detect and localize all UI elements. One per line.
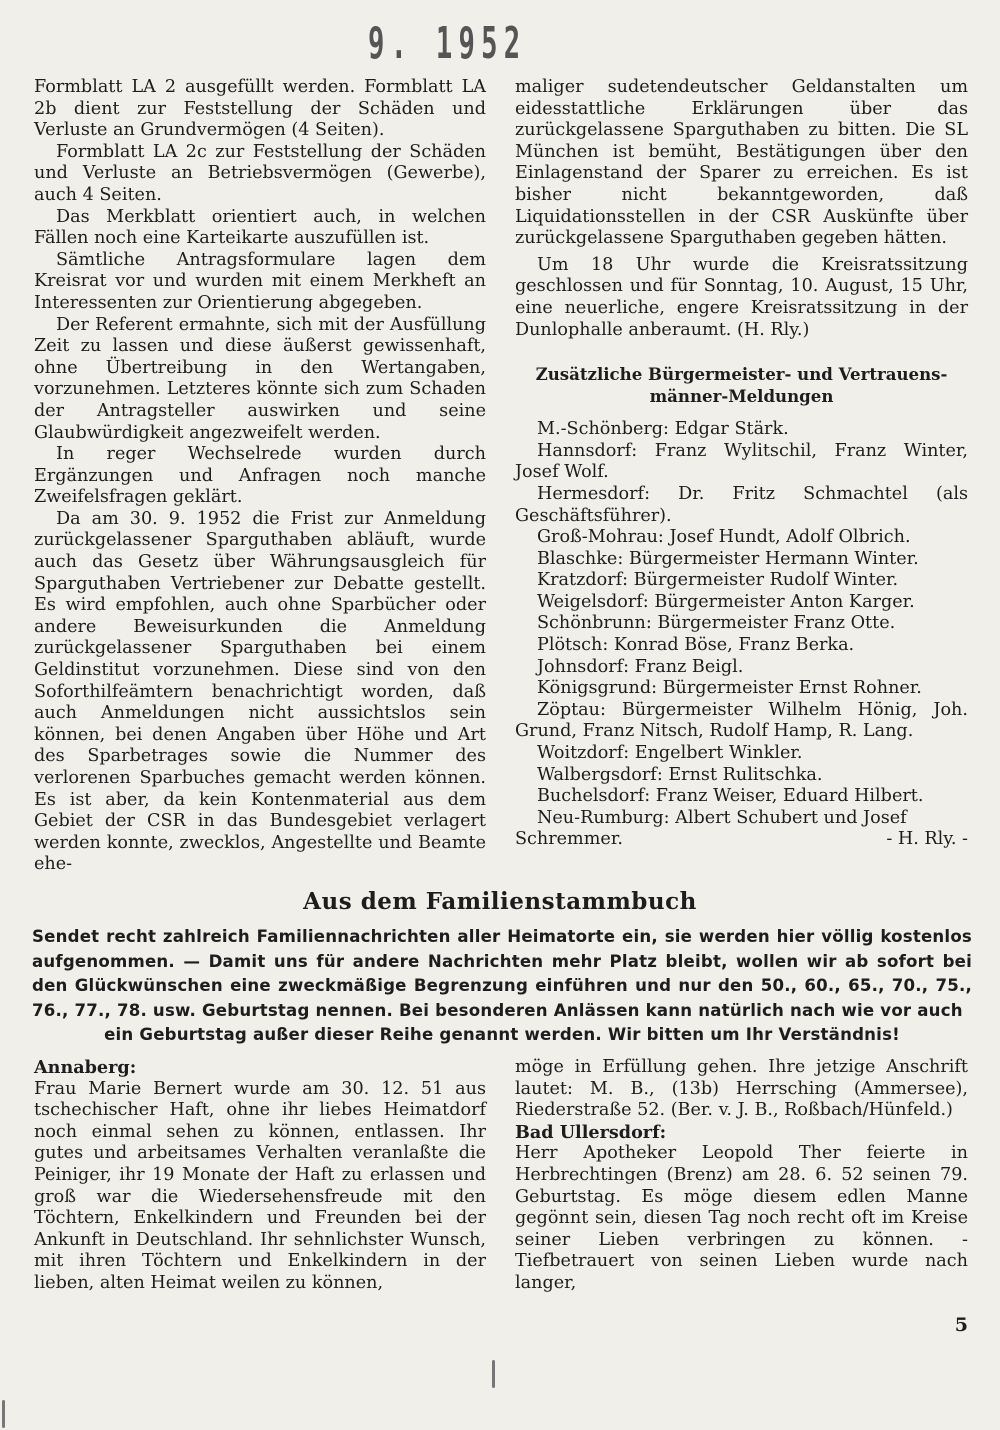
place-heading: Bad Ullersdorf: xyxy=(515,1121,667,1143)
scan-mark xyxy=(2,1400,5,1428)
report-entry-end: Schremmer. xyxy=(515,829,623,850)
paragraph: Frau Marie Bernert wurde am 30. 12. 51 aus tschechischer Haft, ohne ihr liebes Heimatdorf noch einmal sehen zu können, entlassen. Ihr gutes und arbeitsames Verhalten veranlaßte die Peiniger, ihr 19 Monate der Haft zu erlassen und groß war die Wiedersehensfreude mit den Töchtern, Enkelkindern und Freunden bei der Ankunft in Deutschland. Ihr sehnlichster Wunsch, mit ihren Töchtern und Enkelkindern in der lieben, alten Heimat weilen zu können, xyxy=(34,1078,486,1293)
report-entry: Blaschke: Bürgermeister Hermann Winter. xyxy=(537,548,919,569)
paragraph: Der Referent ermahnte, sich mit der Ausfüllung Zeit zu lassen und diese äußerst gewissenhaft, ohne Übertreibung in den Wertangaben, vorzunehmen. Letzteres könnte sich zum Schaden der Antragsteller auswirken und seine Glaubwürdigkeit angezweifelt werden. xyxy=(34,314,486,443)
report-entry: Woitzdorf: Engelbert Winkler. xyxy=(537,743,803,764)
scan-mark xyxy=(492,1360,495,1388)
report-list xyxy=(515,419,968,851)
report-entry: Zöptau: Bürgermeister Wilhelm Hönig, Joh. Grund, Franz Nitsch, Rudolf Hamp, R. Lang. xyxy=(515,699,968,742)
subheading-line: männer-Meldungen xyxy=(649,386,834,407)
paragraph: Formblatt LA 2 ausgefüllt werden. Formblatt LA 2b dient zur Feststellung der Schäden und Verluste an Grundvermögen (4 Seiten). xyxy=(34,77,486,141)
report-entry: Weigelsdorf: Bürgermeister Anton Karger. xyxy=(537,591,915,612)
right-column-top xyxy=(515,77,968,851)
archive-stamp: 9. 1952 xyxy=(368,18,527,69)
notice-last-line: ein Geburtstag außer dieser Reihe genannt werden. Wir bitten um Ihr Verständnis! xyxy=(104,1025,900,1044)
notice-text xyxy=(32,925,972,1048)
report-entry: Hannsdorf: Franz Wylitschil, Franz Winter, Josef Wolf. xyxy=(515,440,968,483)
paragraph: Formblatt LA 2c zur Feststellung der Schäden und Verluste an Betriebsvermögen (Gewerbe), auch 4 Seiten. xyxy=(34,141,486,205)
report-entry: Buchelsdorf: Franz Weiser, Eduard Hilbert. xyxy=(537,786,924,807)
right-column-bottom xyxy=(515,1057,968,1295)
left-column-bottom xyxy=(34,1057,486,1295)
report-entry: Groß-Mohrau: Josef Hundt, Adolf Olbrich. xyxy=(537,527,911,548)
paragraph: Sämtliche Antragsformulare lagen dem Kreisrat vor und wurden mit einem Merkheft an Interessenten zur Orientierung abgegeben. xyxy=(34,249,486,313)
page-number: 5 xyxy=(954,1314,968,1336)
report-entry: Johnsdorf: Franz Beigl. xyxy=(537,656,744,677)
notice-main: Sendet recht zahlreich Familiennachrichten aller Heimatorte ein, sie werden hier völlig kostenlos aufgenommen. — Damit uns für andere Nachrichten mehr Platz bleibt, wollen wir ab sofort bei den Glückwünschen eine zweckmäßige Begrenzung einführen und nur den 50., 60., 65., 70., 75., 76., 77., 78. usw. Geburtstag nennen. Bei besonderen Anlässen kann natürlich nach wie vor auch xyxy=(32,927,972,1020)
report-entry: Kratzdorf: Bürgermeister Rudolf Winter. xyxy=(537,570,899,591)
paragraph: maliger sudetendeutscher Geldanstalten um eidesstattliche Erklärungen über das zurückgelassene Sparguthaben zu bitten. Die SL München ist bemüht, Bestätigungen über den Einlagenstand der Sparer zu erreichen. Es ist bisher nicht bekanntgeworden, daß Liquidationsstellen in der CSR Auskünfte über zurückgelassene Sparguthaben gegeben hätten. xyxy=(515,77,968,249)
report-entry: Schönbrunn: Bürgermeister Franz Otte. xyxy=(537,613,896,634)
report-entry: Königsgrund: Bürgermeister Ernst Rohner. xyxy=(537,678,922,699)
place-heading: Annaberg: xyxy=(34,1057,137,1078)
report-entry: Plötsch: Konrad Böse, Franz Berka. xyxy=(537,635,855,656)
paragraph: Da am 30. 9. 1952 die Frist zur Anmeldung zurückgelassener Sparguthaben abläuft, wurde auch das Gesetz über Währungsausgleich für Sparguthaben Vertriebener zur Debatte gestellt. Es wird empfohlen, auch ohne Sparbücher oder andere Beweisurkunden die Anmeldung zurückgelassener Sparguthaben bei einem Geldinstitut vorzunehmen. Diese sind von den Soforthilfeämtern benachrichtigt worden, daß auch Anmeldungen nicht aussichtslos sein können, bei denen Angaben über Höhe und Art des Sparbetrages sowie die Nummer des verlorenen Sparbuches gemacht werden können. Es ist aber, da kein Kontenmaterial aus dem Gebiet der CSR in das Bundesgebiet verlagert werden konnte, zwecklos, Angestellte und Beamte ehe- xyxy=(34,508,486,875)
report-last-line xyxy=(515,829,968,851)
paragraph: Das Merkblatt orientiert auch, in welchen Fällen noch eine Karteikarte auszufüllen ist. xyxy=(34,206,486,249)
report-entry: Hermesdorf: Dr. Fritz Schmachtel (als Geschäftsführer). xyxy=(515,483,968,526)
subheading xyxy=(515,363,968,407)
report-entry: M.-Schönberg: Edgar Stärk. xyxy=(537,419,789,440)
paragraph: In reger Wechselrede wurden durch Ergänzungen und Anfragen noch manche Zweifelsfragen geklärt. xyxy=(34,444,486,508)
report-entry: Neu-Rumburg: Albert Schubert und Josef xyxy=(537,807,907,828)
left-column-top xyxy=(34,77,486,876)
section-title: Aus dem Familienstammbuch xyxy=(303,888,697,915)
author-signature: - H. Rly. - xyxy=(886,829,968,850)
paragraph: Herr Apotheker Leopold Ther feierte in Herbrechtingen (Brenz) am 28. 6. 52 seinen 79. Geburtstag. Es möge diesem edlen Manne gegönnt sein, diesen Tag noch recht oft im Kreise seiner Lieben verbringen zu können. - Tiefbetrauert von seinen Lieben wurde nach langer, xyxy=(515,1143,968,1293)
paragraph: möge in Erfüllung gehen. Ihre jetzige Anschrift lautet: M. B., (13b) Herrsching (Ammersee), Riederstraße 52. (Ber. v. J. B., Roßbach/Hünfeld.) xyxy=(515,1057,968,1121)
report-entry: Walbergsdorf: Ernst Rulitschka. xyxy=(537,764,823,785)
subheading-line: Zusätzliche Bürgermeister- und Vertrauens- xyxy=(535,364,948,385)
paragraph: Um 18 Uhr wurde die Kreisratssitzung geschlossen und für Sonntag, 10. August, 15 Uhr, eine neuerliche, engere Kreisratssitzung in der Dunlophalle anberaumt. (H. Rly.) xyxy=(515,254,968,340)
